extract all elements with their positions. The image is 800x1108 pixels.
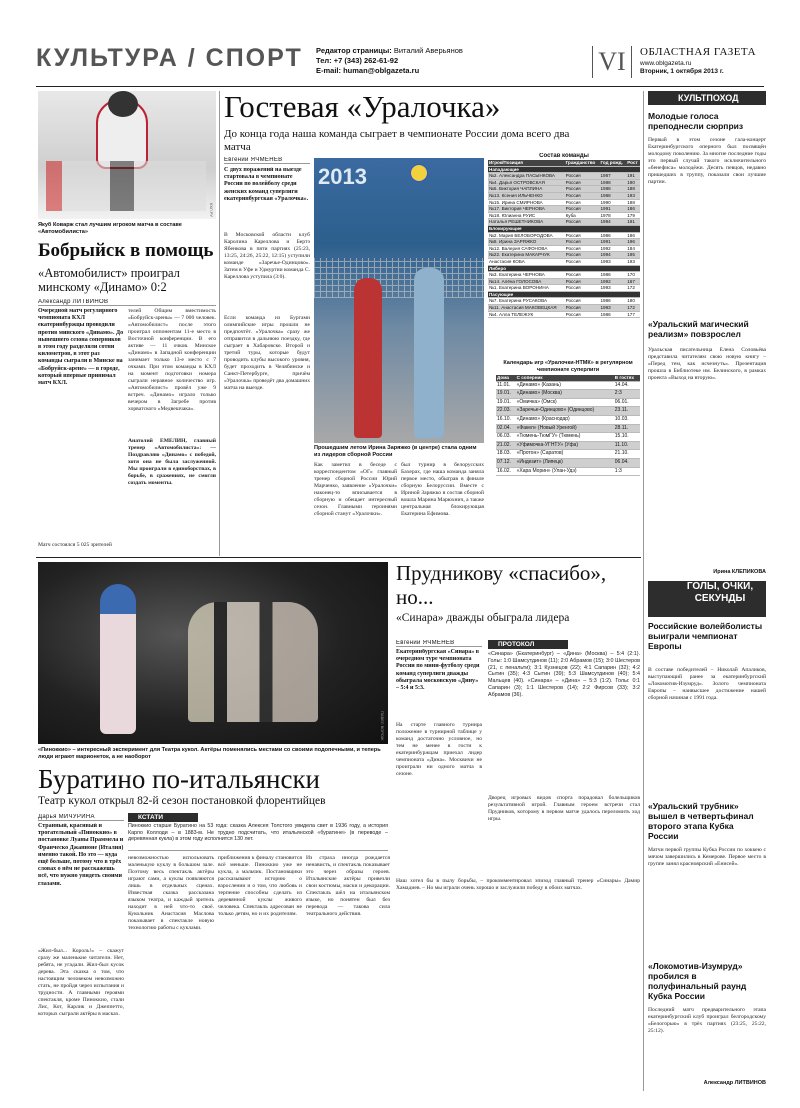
s3-text: Последний матч предварительного этапа екатеринбургский клуб проиграл белгородскому «Белогорью» в трёх партиях (23:25, 25:22, 25:12). <box>648 1007 766 1034</box>
hockey-col2: телей Общим вместимость «Бобруйск-арены» — 7 000 человек. «Автомобилист» после этого проиграл оппонентам 11-е место в Восточной конференции. В его активе — 11 очков. Минское «Динамо» в Западной конференции занимает только 13-е место с 7 очками. При этом команды в КХЛ на момент подготовки номера сыграли неравное количество игр. «Автомобилист» провёл уже 9 встреч. «Динамо» играло только вечером в Загребе против хорватского «Медвешчака». <box>128 308 216 412</box>
photo-credit: КХЛ.РУ <box>209 203 214 217</box>
theatre-title: Буратино по-итальянски <box>38 764 321 794</box>
roster-cell: №15. Ирина СМИРНОВА <box>488 199 565 206</box>
k1-text: Первый в этом сезоне гала-концерт Екатеринбургского оперного был посвящён молодому поколению. За многие последние годы это первый случай такого исключительного «бенефиса» молодёжи. Десять певцов, недавно пришедших в труппу, показали свои лучшие партии. <box>648 137 766 185</box>
volley-text2: Если команда из Бургами олимпийские игры прошли не предпочтёт. «Уралочка» сразу же отправится в дальнюю поездку, где сыграет в Хабаровске. Второй и третий туры, которые будут проводить клубы высокого уровня, будет проходить в Челябинске и Санкт-Петербурге, причём «Уралочка» проведёт два домашних матча на выезде. <box>224 315 310 391</box>
mid-rule <box>36 557 641 558</box>
roster-cell: 1994 <box>599 252 626 259</box>
volley-net <box>314 258 484 298</box>
roster-grid <box>488 160 640 318</box>
roster-cell: №5. Виктория ЧАПЛИНА <box>488 186 565 193</box>
roster-cell: 186 <box>626 232 640 239</box>
k2-title: «Уральский магический реализм» повзрослел <box>648 319 749 339</box>
roster-cell: 190 <box>626 179 640 186</box>
roster-cell: №1. Екатерина ВОРОНИНА <box>488 285 565 292</box>
theatre-photo-credit: ПАВЕЛ ВОРОЖ <box>380 711 385 741</box>
roster-cell: №8. Ирина ЗАРЯЖКО <box>488 239 565 246</box>
volley-player-right <box>414 268 444 438</box>
roster-cell: Куба <box>565 212 600 219</box>
roster-body <box>488 166 640 318</box>
roster-cell: 1990 <box>599 199 626 206</box>
theatre-photo <box>38 562 388 744</box>
k2-author: Ирина КЛЕПИКОВА <box>713 569 766 575</box>
roster-row <box>488 173 640 180</box>
calendar-row <box>496 433 640 442</box>
roster-cell: 1988 <box>599 192 626 199</box>
calendar-cell: «Динамо» (Москва) <box>516 390 614 399</box>
roster-cell: 1978 <box>599 212 626 219</box>
calendar-cell: 22.03. <box>496 407 516 416</box>
roster-header-cell: Игрок/Позиция <box>488 160 565 166</box>
roster-cell: 170 <box>626 272 640 279</box>
page-number: VI <box>592 46 632 78</box>
actors-group <box>188 602 318 722</box>
football-title: Прудникову «спасибо», но... <box>396 561 607 609</box>
calendar-row <box>496 441 640 450</box>
issue-date: Вторник, 1 октября 2013 г. <box>640 68 724 75</box>
calendar-cell: «Протон» (Саратов) <box>516 450 614 459</box>
protocol-text: «Синара» (Екатеринбург) – «Дина» (Москва) – 5:4 (2:1). Голы: 1:0 Шамсутдинов (11); 2:0 Абрамов (15); 3:0 Шестеров (21, с пенальти); 3:1 Кузнецов (22); 4:1 Сапарин (32); 4:2 Сытин (35); 4:3 Сытин (39); 5:3 Шамсутдинов (40); 5:4 Мальцев (40). «Синара» – «Дина» – 5:3 (1:2). Голы: 0:1 Сапарин (3); 1:1 Шестеров (14); 2:2 Фирсов (33); 3:2 Абрамов (36). <box>488 651 640 698</box>
calendar-cell: 06.01. <box>614 398 640 407</box>
volley-author: Евгений ЯЧМЕНЁВ <box>224 157 310 164</box>
roster-cell: Россия <box>565 206 600 213</box>
calendar-cell: 06.04. <box>614 458 640 467</box>
roster-cell: Россия <box>565 219 600 226</box>
calendar-row <box>496 390 640 399</box>
football-text2: Дворец игровых видов спорта порадовал болельщиков результативной игрой. Главным героем встречи стал Прудников, которому в первом матче удалось переломить ход игры. <box>488 795 640 822</box>
roster-cell: Россия <box>565 173 600 180</box>
roster-cell: Россия <box>565 239 600 246</box>
calendar-cell: 06.03. <box>496 433 516 442</box>
roster-cell: Россия <box>565 258 600 265</box>
roster-cell: Россия <box>565 192 600 199</box>
calendar-title: Календарь игр «Уралочки-НТМК» в регулярном чемпионате суперлиги <box>503 360 633 373</box>
football-subtitle: «Синара» дважды обыграла лидера <box>396 612 570 624</box>
calendar-cell: 28.11. <box>614 424 640 433</box>
volley-text4: был турнир в белорусских Бахерах, где наша команда заняла первое место, обыграв в финале сборную Белоруссии. Вместе с Ириной Заряжко в состав сборной вошла Марина Марюхнич, а также центральная блокирующая Екатерина Ефимова. <box>401 462 484 517</box>
header-rule <box>36 86 764 87</box>
calendar-grid <box>496 375 640 476</box>
volley-photo-banner: 2013 <box>318 164 367 189</box>
calendar-cell: 23.11. <box>614 407 640 416</box>
roster-cell: Анастасия КОБА <box>488 258 565 265</box>
football-text3: Наш хотел бы в пылу борьбы, – прокомментировал эпизод главный тренер «Синары» Дамир Хамадиев. – Но мы играли очень хорошо и заслужили победу в обоих матчах. <box>396 878 640 891</box>
roster-cell: 1993 <box>599 305 626 312</box>
volley-photo <box>314 158 484 443</box>
volley-text1: В Московской области клуб Каролина Кареллова и Бертэ Ябенкова в пяти партиях (25:23, 13:25, 24:26, 25:22, 12:15) уступили команде «Заречье-Одинцово». Затем в Уфе и Удмуртии команда С. Кареллова уступила (3:0). <box>224 232 310 280</box>
roster-cell: Россия <box>565 298 600 305</box>
calendar-row <box>496 458 640 467</box>
calendar-cell: «Факел» (Новый Уренгой) <box>516 424 614 433</box>
hockey-title: Бобрыйск в помощь <box>38 240 214 261</box>
calendar-cell: 15.10. <box>614 433 640 442</box>
calendar-body <box>496 381 640 476</box>
roster-table <box>488 153 640 355</box>
roster-cell: 180 <box>626 298 640 305</box>
roster-cell: №3. Екатерина ЧЕРНОВА <box>488 272 565 279</box>
calendar-cell: 19.01. <box>496 398 516 407</box>
roster-row <box>488 311 640 318</box>
hockey-photo <box>38 91 216 219</box>
calendar-cell: «Хара Морин» (Улан-Удэ) <box>516 467 614 476</box>
roster-cell: 1992 <box>599 278 626 285</box>
calendar-cell: «Заречье-Одинцово» (Одинцово) <box>516 407 614 416</box>
s3-title: «Локомотив-Изумруд» пробился в полуфинальный раунд Кубка России <box>648 961 747 1001</box>
theatre-lead: Странный, красивый и трогательный «Пиноккио» в постановке Луаны Праммела и Франческо Джанноне (Италия) именно такой. Но это — куда ещё больше, потому что в трёх словах о нём не расскажешь всё, что нужно увидеть своими глазами. <box>38 823 124 887</box>
roster-row <box>488 199 640 206</box>
volley-player-left <box>354 278 382 438</box>
calendar-cell: 16.02. <box>496 467 516 476</box>
roster-cell: №18. Юлианна РУИС <box>488 212 565 219</box>
calendar-header-cell: В гостях <box>614 375 640 381</box>
roster-cell: Россия <box>565 245 600 252</box>
hockey-quote: Анатолий ЕМЕЛИН, главный тренер «Автомобилиста»: — Поздравляю «Динамо» с победой, хотя она не была заслуженной. Мы проиграли в единоборствах, в борьбе, в сражениях, не смогли создать моменты. <box>128 438 216 486</box>
roster-cell: 179 <box>626 212 640 219</box>
protocol-label: ПРОТОКОЛ <box>488 640 568 649</box>
roster-cell: №2. Мария БЕЛОБОРОДОВА <box>488 232 565 239</box>
hockey-caption: Якуб Коварж стал лучшим игроком матча в составе «Автомобилиста» <box>38 222 182 235</box>
roster-cell: Россия <box>565 305 600 312</box>
roster-cell: Россия <box>565 278 600 285</box>
roster-cell: 186 <box>626 206 640 213</box>
col-rule-right <box>643 91 644 1091</box>
roster-row <box>488 305 640 312</box>
roster-group-name: Либеро <box>488 265 640 272</box>
calendar-cell: 2:3 <box>614 390 640 399</box>
roster-row <box>488 278 640 285</box>
roster-cell: Россия <box>565 272 600 279</box>
roster-cell: 188 <box>626 199 640 206</box>
roster-cell: №14. Алёна ГОЛОСОВА <box>488 278 565 285</box>
hockey-subtitle: «Автомобилист» проиграл минскому «Динамо» 0:2 <box>38 266 180 294</box>
roster-header-cell: Рост <box>626 160 640 166</box>
roster-cell: 172 <box>626 305 640 312</box>
football-author: Евгений ЯЧМЕНЁВ <box>396 640 482 647</box>
roster-cell: №7. Екатерина РУСАКОВА <box>488 298 565 305</box>
roster-cell: 191 <box>626 173 640 180</box>
volley-subtitle: До конца года наша команда сыграет в чемпионате России дома всего два матча <box>224 128 570 153</box>
roster-cell: 1993 <box>599 285 626 292</box>
s1-text: В составе победителей – Николай Апаликов, выступающий ранее за екатеринбургский «Локомотив-Изумруд». Золото чемпионата Европы – наивысшее достижение нашей сборной начиная с 1991 года. <box>648 667 766 701</box>
roster-cell: №22. Екатерина МАКАРЧУК <box>488 252 565 259</box>
calendar-cell: 11.10. <box>614 441 640 450</box>
calendar-cell: «Уфимочка-УГНТУ» (Уфа) <box>516 441 614 450</box>
calendar-cell: 19.01. <box>496 390 516 399</box>
roster-cell: 1986 <box>599 232 626 239</box>
roster-cell: 1992 <box>599 245 626 252</box>
hockey-footer: Матч состоялся 5 025 зрителей <box>38 542 112 548</box>
sidebar <box>648 91 766 1091</box>
football-lead: Екатеринбургская «Синара» в очередном туре чемпионата России по мини-футболу среди команд суперлиги дважды обыграла московскую «Дину» – 5:4 и 5:3. <box>396 649 480 692</box>
calendar-row <box>496 407 640 416</box>
roster-header-cell: Гражданство <box>565 160 600 166</box>
calendar-row <box>496 424 640 433</box>
phone: Тел: +7 (343) 262-61-92 <box>316 56 399 65</box>
calendar-cell: 07.12. <box>496 458 516 467</box>
roster-group-row <box>488 225 640 232</box>
s3-author: Александр ЛИТВИНОВ <box>703 1080 766 1086</box>
puppet-girl <box>100 584 136 734</box>
s1-title: Российские волейболисты выиграли чемпионат Европы <box>648 621 763 651</box>
roster-group-row <box>488 166 640 173</box>
gos-label: ГОЛЫ, ОЧКИ, СЕКУНДЫ <box>648 581 766 617</box>
editor-info <box>316 46 556 76</box>
roster-cell: №17. Виктория ЧЕРНОВА <box>488 206 565 213</box>
roster-cell: 193 <box>626 192 640 199</box>
kstati-text: Пиноккио старше Буратино на 53 года: сказка Алексея Толстого увидела свет в 1936 году, а история Карло Коллоди – в 1883-м. Не трудно подсчитать, что итальянской «буратине» (в переводе – деревянная кукла) в этом году исполнится 130 лет. <box>128 823 388 843</box>
kstati-label: КСТАТИ <box>128 813 198 822</box>
calendar-cell: 21.10. <box>614 450 640 459</box>
roster-cell: 1986 <box>599 298 626 305</box>
k2-text: Уральская писательница Елена Соловьёва представила читателям свою новую книгу – «Перед тем, как исчезнуть». Презентация прошла в Библиотеке им. Белинского, в рамках проекта «Выход на вторую». <box>648 347 766 381</box>
calendar-cell: 02.04. <box>496 424 516 433</box>
roster-cell: Россия <box>565 285 600 292</box>
roster-row <box>488 245 640 252</box>
theatre-caption: «Пиноккио» – интересный эксперимент для Театра кукол. Актёры поменялись местами со своими подопечными, и теперь люди играют марионеток, а не наоборот <box>38 747 381 760</box>
roster-cell: 1988 <box>599 186 626 193</box>
roster-row <box>488 298 640 305</box>
kultpohod-label: КУЛЬТПОХОД <box>648 91 766 105</box>
email[interactable]: E-mail: human@oblgazeta.ru <box>316 66 420 75</box>
calendar-cell: 10.03. <box>614 415 640 424</box>
calendar-cell: «Тюмень-ТюмГУ» (Тюмень) <box>516 433 614 442</box>
calendar-row <box>496 450 640 459</box>
roster-row <box>488 179 640 186</box>
roster-cell: №4. Алла ТЕЛЕЖУК <box>488 311 565 318</box>
roster-cell: 195 <box>626 252 640 259</box>
k1-title: Молодые голоса преподнесли сюрприз <box>648 111 744 131</box>
calendar-row <box>496 398 640 407</box>
calendar-row <box>496 467 640 476</box>
roster-cell: Россия <box>565 179 600 186</box>
calendar-header-cell: Дома <box>496 375 516 381</box>
roster-row <box>488 232 640 239</box>
calendar-cell: «Динамо» (Казань) <box>516 381 614 390</box>
roster-cell: Россия <box>565 186 600 193</box>
roster-cell: №4. Дарья ОСТРОВСКАЯ <box>488 179 565 186</box>
roster-row <box>488 206 640 213</box>
theatre-subtitle: Театр кукол открыл 82-й сезон постановкой флорентийцев <box>38 795 326 807</box>
volley-text3: Как заметил в беседе с корреспондентом «ОГ» главный тренер сборной России Юрий Марченко, заявление «Уралочки» наконец-то вписывается в сборную и обещает интересный сезон. Главными героинями сборной станут «Уралочки». <box>314 462 397 517</box>
s2-title: «Уральский трубник» вышел в четвертьфинал второго этапа Кубка России <box>648 801 754 841</box>
roster-cell: 167 <box>626 278 640 285</box>
roster-cell: Наталья РЕШЕТНИКОВА <box>488 219 565 226</box>
roster-cell: №12. Валерия САФОНОВА <box>488 245 565 252</box>
roster-cell: 184 <box>626 245 640 252</box>
roster-row <box>488 186 640 193</box>
volley-title: Гостевая «Уралочка» <box>224 90 501 124</box>
section-title: КУЛЬТУРА / СПОРТ <box>36 44 303 72</box>
roster-group-name: Пасующие <box>488 291 640 298</box>
roster-cell: Россия <box>565 311 600 318</box>
roster-cell: 1991 <box>599 239 626 246</box>
roster-cell: 188 <box>626 186 640 193</box>
theatre-col3: приближения к финалу становится всё меньше. Пиноккио уже не кукла, а мальчик. Постановщики рассказывают историю о взрослении и о том, что любовь и терпение способны сделать из деревянной куклы живого человека. Спектакль адресован не только детям, но и их родителям. <box>218 855 302 917</box>
col-rule-left <box>219 91 220 556</box>
roster-cell: №11. Анастасия МАКОВЕЦКАЯ <box>488 305 565 312</box>
s2-text: Матчи первой группы Кубка России по хоккею с мячом завершились в Кемерове. Первое место в группе занял красноярский «Енисей». <box>648 847 766 867</box>
hockey-author: Александр ЛИТВИНОВ <box>38 299 216 306</box>
roster-row <box>488 272 640 279</box>
calendar-cell: 18.03. <box>496 450 516 459</box>
hockey-lead: Очередной матч регулярного чемпионата КХЛ екатеринбуржцы проводили против минского «Динамо». До нынешнего сезона соперников в этом году разделяли сотни километров, в этот раз команды сыграли в Минске на «Бобруйск-арене» — в городе, который впервые принимал матч КХЛ. <box>38 308 124 387</box>
roster-cell: Россия <box>565 252 600 259</box>
roster-header-cell: Год рожд. <box>599 160 626 166</box>
roster-cell: 1993 <box>599 258 626 265</box>
roster-cell: №2. Александра ПАСЫНКОВА <box>488 173 565 180</box>
roster-cell: 196 <box>626 239 640 246</box>
roster-group-name: Блокирующие <box>488 225 640 232</box>
roster-title: Состав команды <box>539 153 589 159</box>
football-text1: На старте главного турнира положение в турнирной таблице у команд достаточно условное, но тем не менее в гости к екатеринбуржцам приехал лидер чемпионата «Дина». Москвичи не проиграли ни одного матча в сезоне. <box>396 722 482 777</box>
roster-group-row <box>488 291 640 298</box>
roster-cell: 1986 <box>599 272 626 279</box>
editor-name: Виталий Аверьянов <box>393 46 463 55</box>
masthead <box>36 40 766 86</box>
calendar-cell: «Индезит» (Липецк) <box>516 458 614 467</box>
roster-cell: 193 <box>626 258 640 265</box>
calendar-table <box>496 360 640 520</box>
roster-cell: 177 <box>626 311 640 318</box>
calendar-cell: 21.02. <box>496 441 516 450</box>
kstati-box <box>128 813 388 851</box>
goalie-helmet <box>108 91 138 117</box>
site-url[interactable]: www.oblgazeta.ru <box>640 60 692 67</box>
roster-cell: 1987 <box>599 173 626 180</box>
roster-cell: №13. Ксения ИЛЬЧЕНКО <box>488 192 565 199</box>
protocol-box <box>488 640 640 790</box>
paper-name: ОБЛАСТНАЯ ГАЗЕТА <box>640 46 757 58</box>
theatre-author: Дарья МИЧУРИНА <box>38 814 124 821</box>
roster-cell: 1986 <box>599 311 626 318</box>
volley-photo-caption: Прошедшим летом Ирина Заряжко (в центре) стала одним из лидеров сборной России <box>314 445 477 458</box>
calendar-row <box>496 381 640 390</box>
roster-cell: 1988 <box>599 179 626 186</box>
roster-cell: Россия <box>565 199 600 206</box>
calendar-cell: 1:3 <box>614 467 640 476</box>
calendar-cell: 11.01. <box>496 381 516 390</box>
roster-row <box>488 285 640 292</box>
roster-row <box>488 212 640 219</box>
theatre-col4: Из страха иногда рождается ненависть, и спектакль показывает это через образы героев. Итальянские актёры привезли свои костюмы, маски и декорации. Спектакль шёл на итальянском языке, но понятен был без перевода — такова сила театрального действия. <box>306 855 390 917</box>
roster-group-row <box>488 265 640 272</box>
calendar-cell: 16.10. <box>496 415 516 424</box>
volley-lead: С двух поражений на выезде стартовала в чемпионате России по волейболу среди женских команд суперлиги екатеринбургская «Уралочка». <box>224 167 309 202</box>
roster-row <box>488 219 640 226</box>
volley-ball <box>410 164 428 182</box>
editor-label: Редактор страницы: <box>316 46 392 55</box>
roster-row <box>488 258 640 265</box>
calendar-row <box>496 415 640 424</box>
roster-cell: Россия <box>565 232 600 239</box>
roster-group-name: Нападающие <box>488 166 640 173</box>
roster-row <box>488 239 640 246</box>
calendar-cell: «Омичка» (Омск) <box>516 398 614 407</box>
calendar-header-cell: С соперник <box>516 375 614 381</box>
roster-row <box>488 252 640 259</box>
hockey-players <box>46 161 206 211</box>
roster-cell: 172 <box>626 285 640 292</box>
theatre-col2: невозможностью использовать маленькую куклу в большом зале. Поэтому весь спектакль актёры играют сами, а куклы появляются лишь в отдельных сценах. Известная сказка рассказана языком театра, и каждый зритель находит в ней что-то своё. Кукольник Анастасия Маслова показывает в спектакле новую технологию работы с куклами. <box>128 855 214 931</box>
roster-cell: 1994 <box>599 219 626 226</box>
roster-cell: 1991 <box>599 206 626 213</box>
calendar-cell: «Динамо» (Краснодар) <box>516 415 614 424</box>
calendar-cell: 14.04. <box>614 381 640 390</box>
roster-cell: 191 <box>626 219 640 226</box>
roster-row <box>488 192 640 199</box>
theatre-col1: «Жил-был... Король!» – скажут сразу же маленькие читатели. Нет, ребята, не угадали. Жил-был кусок дерева. Эта сказка о том, что настоящим человеком невозможно стать, не пройдя через испытания и трудности. А главными героями спектакля, кроме Пиноккио, стали Лис, Кот, Карлик и Джеппетто, которых сыграли актёры в масках. <box>38 948 124 1017</box>
